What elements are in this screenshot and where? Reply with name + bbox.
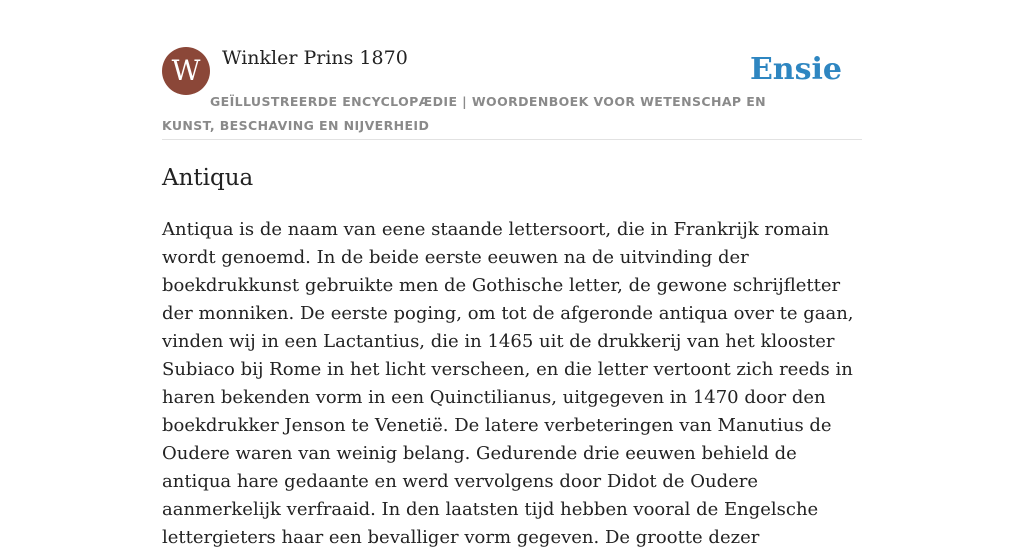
book-title-link[interactable]: Winkler Prins 1870 xyxy=(222,47,408,69)
brand-logo-link[interactable]: Ensie xyxy=(749,52,842,87)
book-subtitle: GEÏLLUSTREERDE ENCYCLOPÆDIE | WOORDENBOEK VOOR WETENSCHAP EN KUNST, BESCHAVING EN NIJVERHEID xyxy=(162,94,767,133)
header xyxy=(162,46,862,140)
avatar[interactable]: W xyxy=(162,47,210,95)
article-title: Antiqua xyxy=(162,165,254,191)
article-body: Antiqua is de naam van eene staande lettersoort, die in Frankrijk romain wordt genoemd. In de beide eerste eeuwen na de uitvinding der boekdrukkunst gebruikte men de Gothische letter, de gewone schrijfletter der monniken. De eerste poging, om tot de afgeronde antiqua over te gaan, vinden wij in een Lactantius, die in 1465 uit de drukkerij van het klooster Subiaco bij Rome in het licht verscheen, en die letter vertoont zich reeds in haren bekenden vorm in een Quinctilianus, uitgegeven in 1470 door den boekdrukker Jenson te Venetië. De latere verbeteringen van Manutius de Oudere waren van weinig belang. Gedurende drie eeuwen behield de antiqua hare gedaante en werd vervolgens door Didot de Oudere aanmerkelijk verfraaid. In den laatsten tijd hebben vooral de Engelsche lettergieters haar een bevalliger vorm gegeven. De grootte dezer xyxy=(162,219,854,548)
